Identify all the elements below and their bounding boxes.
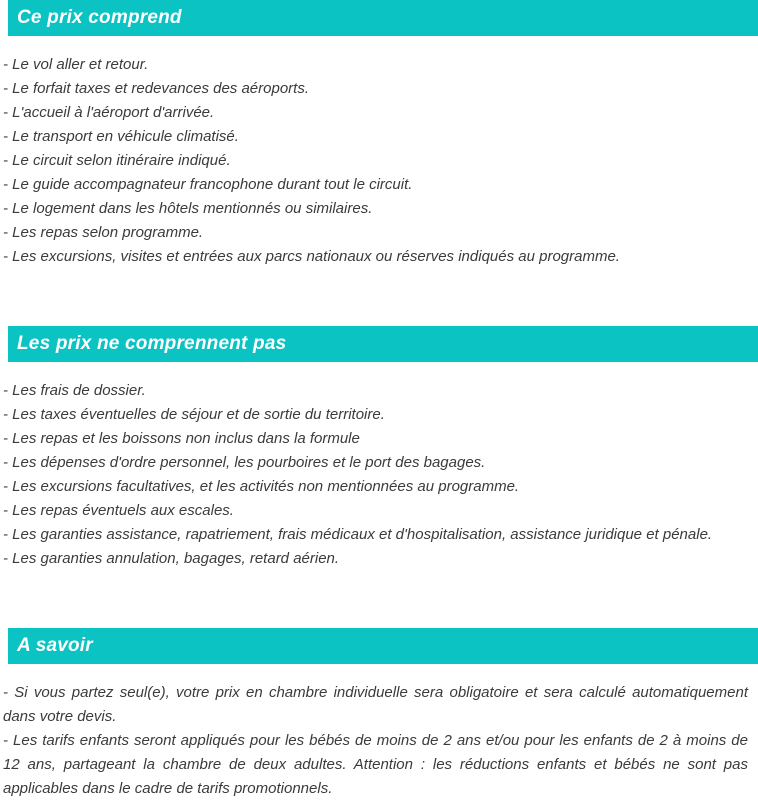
info-section [0, 628, 758, 801]
section-body [0, 362, 758, 571]
info-section [0, 326, 758, 571]
list-item: - Le logement dans les hôtels mentionnés ou similaires. [3, 200, 373, 217]
list-item: - Si vous partez seul(e), votre prix en chambre individuelle sera obligatoire et sera calculé automatiquement dans votre devis. [3, 684, 748, 725]
section-header [8, 0, 758, 36]
section-title: A savoir [17, 635, 93, 656]
list-item: - Le vol aller et retour. [3, 56, 149, 73]
list-item: - Les repas et les boissons non inclus dans la formule [3, 430, 360, 447]
list-item: - Les excursions facultatives, et les activités non mentionnées au programme. [3, 478, 520, 495]
list-item: - L'accueil à l'aéroport d'arrivée. [3, 104, 215, 121]
list-item: - Le circuit selon itinéraire indiqué. [3, 152, 231, 169]
list-item: - Les dépenses d'ordre personnel, les pourboires et le port des bagages. [3, 454, 486, 471]
list-item: - Les taxes éventuelles de séjour et de sortie du territoire. [3, 406, 385, 423]
info-section [0, 0, 758, 269]
section-header [8, 326, 758, 362]
section-title: Les prix ne comprennent pas [17, 333, 287, 354]
section-body [0, 664, 758, 801]
list-item: - Le transport en véhicule climatisé. [3, 128, 239, 145]
list-item: - Le guide accompagnateur francophone durant tout le circuit. [3, 176, 413, 193]
section-body [0, 36, 758, 269]
section-header [8, 628, 758, 664]
list-item: - Les repas éventuels aux escales. [3, 502, 234, 519]
list-item: - Les garanties assistance, rapatriement, frais médicaux et d'hospitalisation, assistance juridique et pénale. [3, 526, 713, 543]
section-title: Ce prix comprend [17, 7, 182, 28]
list-item: - Les tarifs enfants seront appliqués pour les bébés de moins de 2 ans et/ou pour les enfants de 2 à moins de 12 ans, partageant la chambre de deux adultes. Attention : les réductions enfants et bébés ne sont pas applicables dans le cadre de tarifs promotionnels. [3, 732, 748, 797]
list-item: - Les frais de dossier. [3, 382, 146, 399]
list-item: - Le forfait taxes et redevances des aéroports. [3, 80, 309, 97]
list-item: - Les excursions, visites et entrées aux parcs nationaux ou réserves indiqués au programme. [3, 248, 620, 265]
list-item: - Les garanties annulation, bagages, retard aérien. [3, 550, 340, 567]
list-item: - Les repas selon programme. [3, 224, 204, 241]
